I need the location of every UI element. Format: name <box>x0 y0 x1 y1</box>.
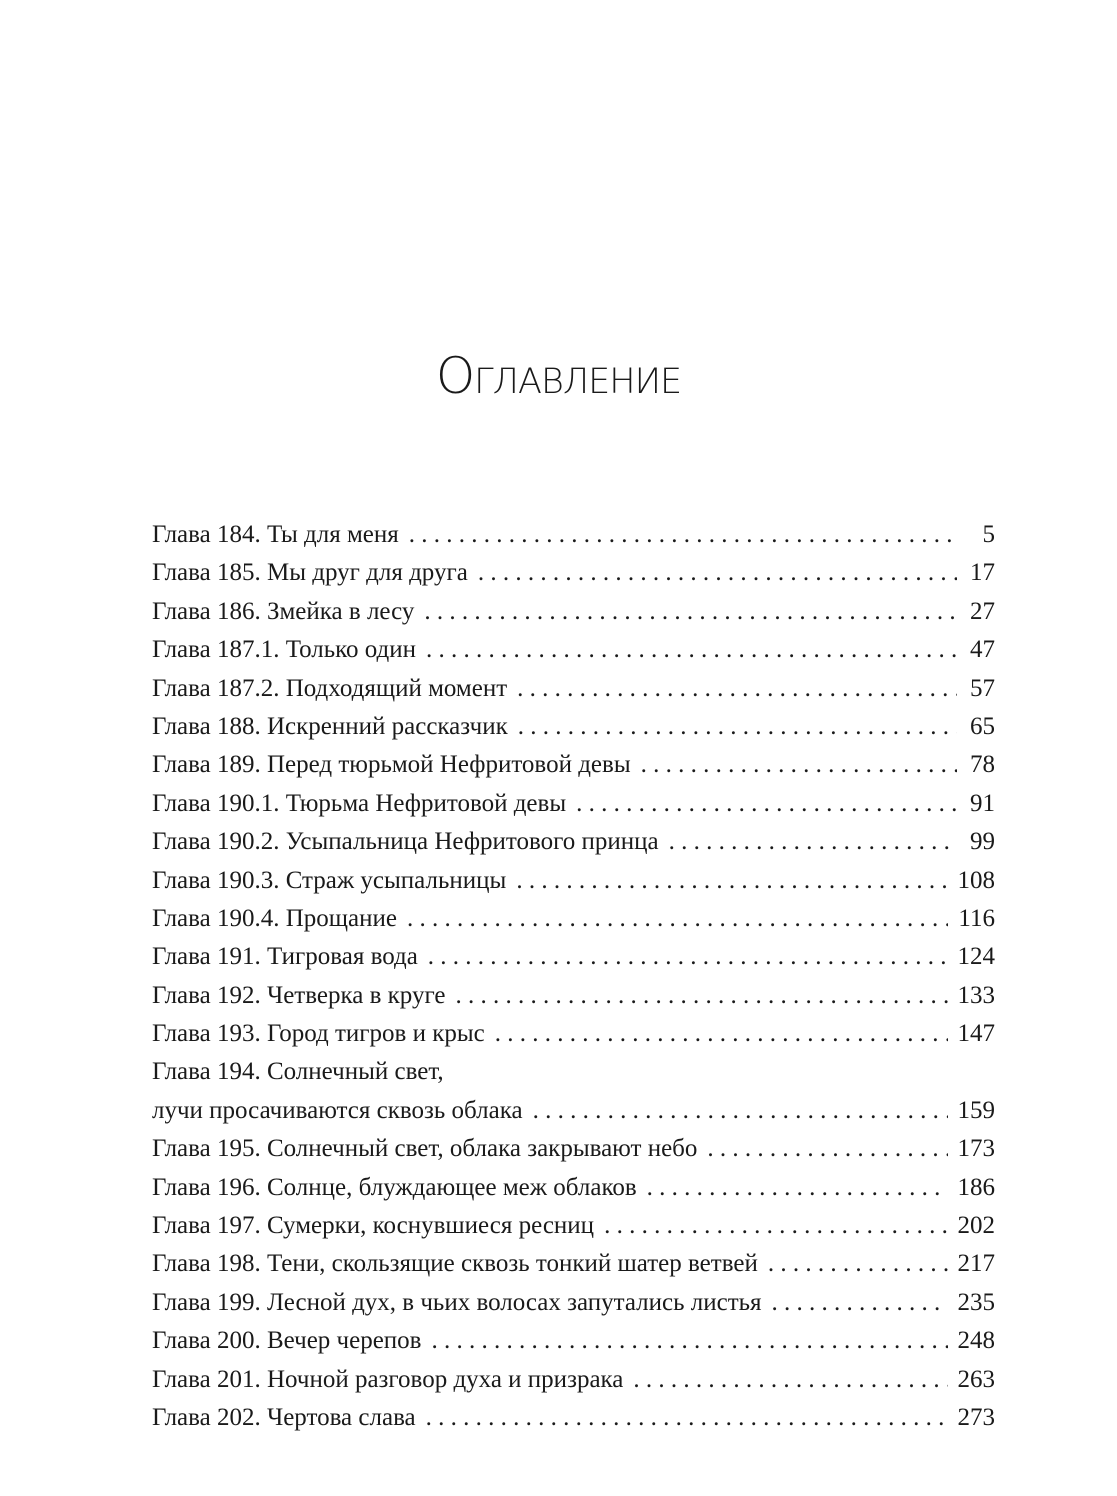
toc-entry-page: 57 <box>970 674 995 702</box>
toc-entry-page: 91 <box>970 789 995 817</box>
toc-entry-193 <box>152 1015 995 1053</box>
toc-entry-title: Глава 194. Солнечный свет, <box>152 1058 444 1086</box>
toc-entry-199 <box>152 1284 995 1322</box>
toc-dot-leader <box>647 1169 948 1207</box>
toc-list <box>152 516 995 1437</box>
toc-entry-title: Глава 196. Солнце, блуждающее меж облаков <box>152 1173 637 1201</box>
toc-entry-page: 65 <box>970 712 995 740</box>
toc-dot-leader <box>517 670 957 708</box>
toc-entry-title: Глава 190.2. Усыпальница Нефритового принца <box>152 828 659 856</box>
toc-entry-194-line2 <box>152 1092 995 1130</box>
toc-dot-leader <box>478 554 957 592</box>
toc-entry-title: Глава 202. Чертова слава <box>152 1403 416 1431</box>
toc-entry-191 <box>152 938 995 976</box>
toc-entry-title: Глава 193. Город тигров и крыс <box>152 1020 485 1048</box>
toc-entry-title: Глава 185. Мы друг для друга <box>152 559 468 587</box>
toc-entry-title: Глава 190.1. Тюрьма Нефритовой девы <box>152 789 567 817</box>
toc-dot-leader <box>426 631 957 669</box>
toc-dot-leader <box>707 1130 947 1168</box>
toc-entry-195 <box>152 1130 995 1168</box>
toc-entry-title: Глава 195. Солнечный свет, облака закрывают небо <box>152 1135 698 1163</box>
toc-entry-page: 217 <box>957 1250 995 1278</box>
toc-entry-197 <box>152 1207 995 1245</box>
toc-entry-title: Глава 199. Лесной дух, в чьих волосах запутались листья <box>152 1288 762 1316</box>
toc-dot-leader <box>456 977 948 1015</box>
toc-dot-leader <box>495 1015 948 1053</box>
toc-dot-leader <box>669 823 957 861</box>
toc-entry-page: 248 <box>957 1327 995 1355</box>
toc-dot-leader <box>431 1322 947 1360</box>
toc-entry-page: 99 <box>970 828 995 856</box>
toc-entry-page: 124 <box>957 943 995 971</box>
toc-entry-page: 27 <box>970 597 995 625</box>
toc-entry-page: 273 <box>957 1403 995 1431</box>
toc-dot-leader <box>409 516 957 554</box>
toc-entry-title: Глава 190.3. Страж усыпальницы <box>152 866 507 894</box>
toc-entry-title: Глава 186. Змейка в лесу <box>152 597 415 625</box>
toc-entry-page: 173 <box>957 1135 995 1163</box>
toc-entry-title: Глава 187.2. Подходящий момент <box>152 674 508 702</box>
toc-entry-198 <box>152 1245 995 1283</box>
toc-entry-189 <box>152 746 995 784</box>
toc-entry-title-continued: лучи просачиваются сквозь облака <box>152 1096 523 1124</box>
toc-entry-title: Глава 184. Ты для меня <box>152 521 399 548</box>
toc-entry-page: 186 <box>957 1173 995 1201</box>
toc-entry-194-line1 <box>152 1053 995 1091</box>
toc-entry-title: Глава 187.1. Только один <box>152 636 417 664</box>
toc-entry-201 <box>152 1361 995 1399</box>
toc-entry-title: Глава 198. Тени, скользящие сквозь тонкий шатер ветвей <box>152 1250 758 1278</box>
toc-entry-title: Глава 188. Искренний рассказчик <box>152 712 508 740</box>
toc-dot-leader <box>428 938 948 976</box>
toc-entry-188 <box>152 708 995 746</box>
toc-entry-page: 133 <box>957 981 995 1009</box>
toc-entry-page: 116 <box>958 904 995 932</box>
toc-dot-leader <box>518 708 957 746</box>
toc-entry-title: Глава 192. Четверка в круге <box>152 981 446 1009</box>
toc-entry-page: 159 <box>957 1096 995 1124</box>
toc-entry-page: 263 <box>957 1365 995 1393</box>
toc-dot-leader <box>424 593 957 631</box>
toc-entry-page: 47 <box>970 636 995 664</box>
toc-entry-title: Глава 197. Сумерки, коснувшиеся ресниц <box>152 1212 595 1240</box>
toc-dot-leader <box>576 785 957 823</box>
toc-dot-leader <box>516 862 947 900</box>
toc-entry-title: Глава 201. Ночной разговор духа и призрака <box>152 1365 624 1393</box>
toc-entry-page: 17 <box>970 559 995 587</box>
toc-entry-196 <box>152 1169 995 1207</box>
toc-entry-page: 78 <box>970 751 995 779</box>
toc-entry-192 <box>152 977 995 1015</box>
toc-entry-title: Глава 191. Тигровая вода <box>152 943 418 971</box>
toc-dot-leader <box>641 746 957 784</box>
toc-entry-190-2 <box>152 823 995 861</box>
toc-entry-page: 202 <box>957 1212 995 1240</box>
toc-entry-202 <box>152 1399 995 1437</box>
toc-entry-title: Глава 200. Вечер черепов <box>152 1327 422 1355</box>
toc-dot-leader <box>768 1245 948 1283</box>
toc-entry-title: Глава 189. Перед тюрьмой Нефритовой девы <box>152 751 631 779</box>
page-title: Оглавление <box>435 347 682 405</box>
toc-entry-190-4 <box>152 900 995 938</box>
toc-entry-page: 235 <box>957 1288 995 1316</box>
toc-entry-page: 5 <box>982 521 995 548</box>
toc-entry-190-1 <box>152 785 995 823</box>
toc-dot-leader <box>772 1284 948 1322</box>
toc-entry-184 <box>152 516 995 554</box>
toc-dot-leader <box>604 1207 947 1245</box>
toc-entry-187-1 <box>152 631 995 669</box>
toc-entry-185 <box>152 554 995 592</box>
toc-dot-leader <box>533 1092 948 1130</box>
toc-entry-186 <box>152 593 995 631</box>
toc-entry-187-2 <box>152 670 995 708</box>
toc-entry-190-3 <box>152 862 995 900</box>
toc-dot-leader <box>633 1361 947 1399</box>
toc-entry-200 <box>152 1322 995 1360</box>
toc-entry-page: 147 <box>957 1020 995 1048</box>
toc-dot-leader <box>426 1399 948 1437</box>
toc-entry-page: 108 <box>957 866 995 894</box>
toc-dot-leader <box>407 900 948 938</box>
toc-entry-title: Глава 190.4. Прощание <box>152 904 397 932</box>
